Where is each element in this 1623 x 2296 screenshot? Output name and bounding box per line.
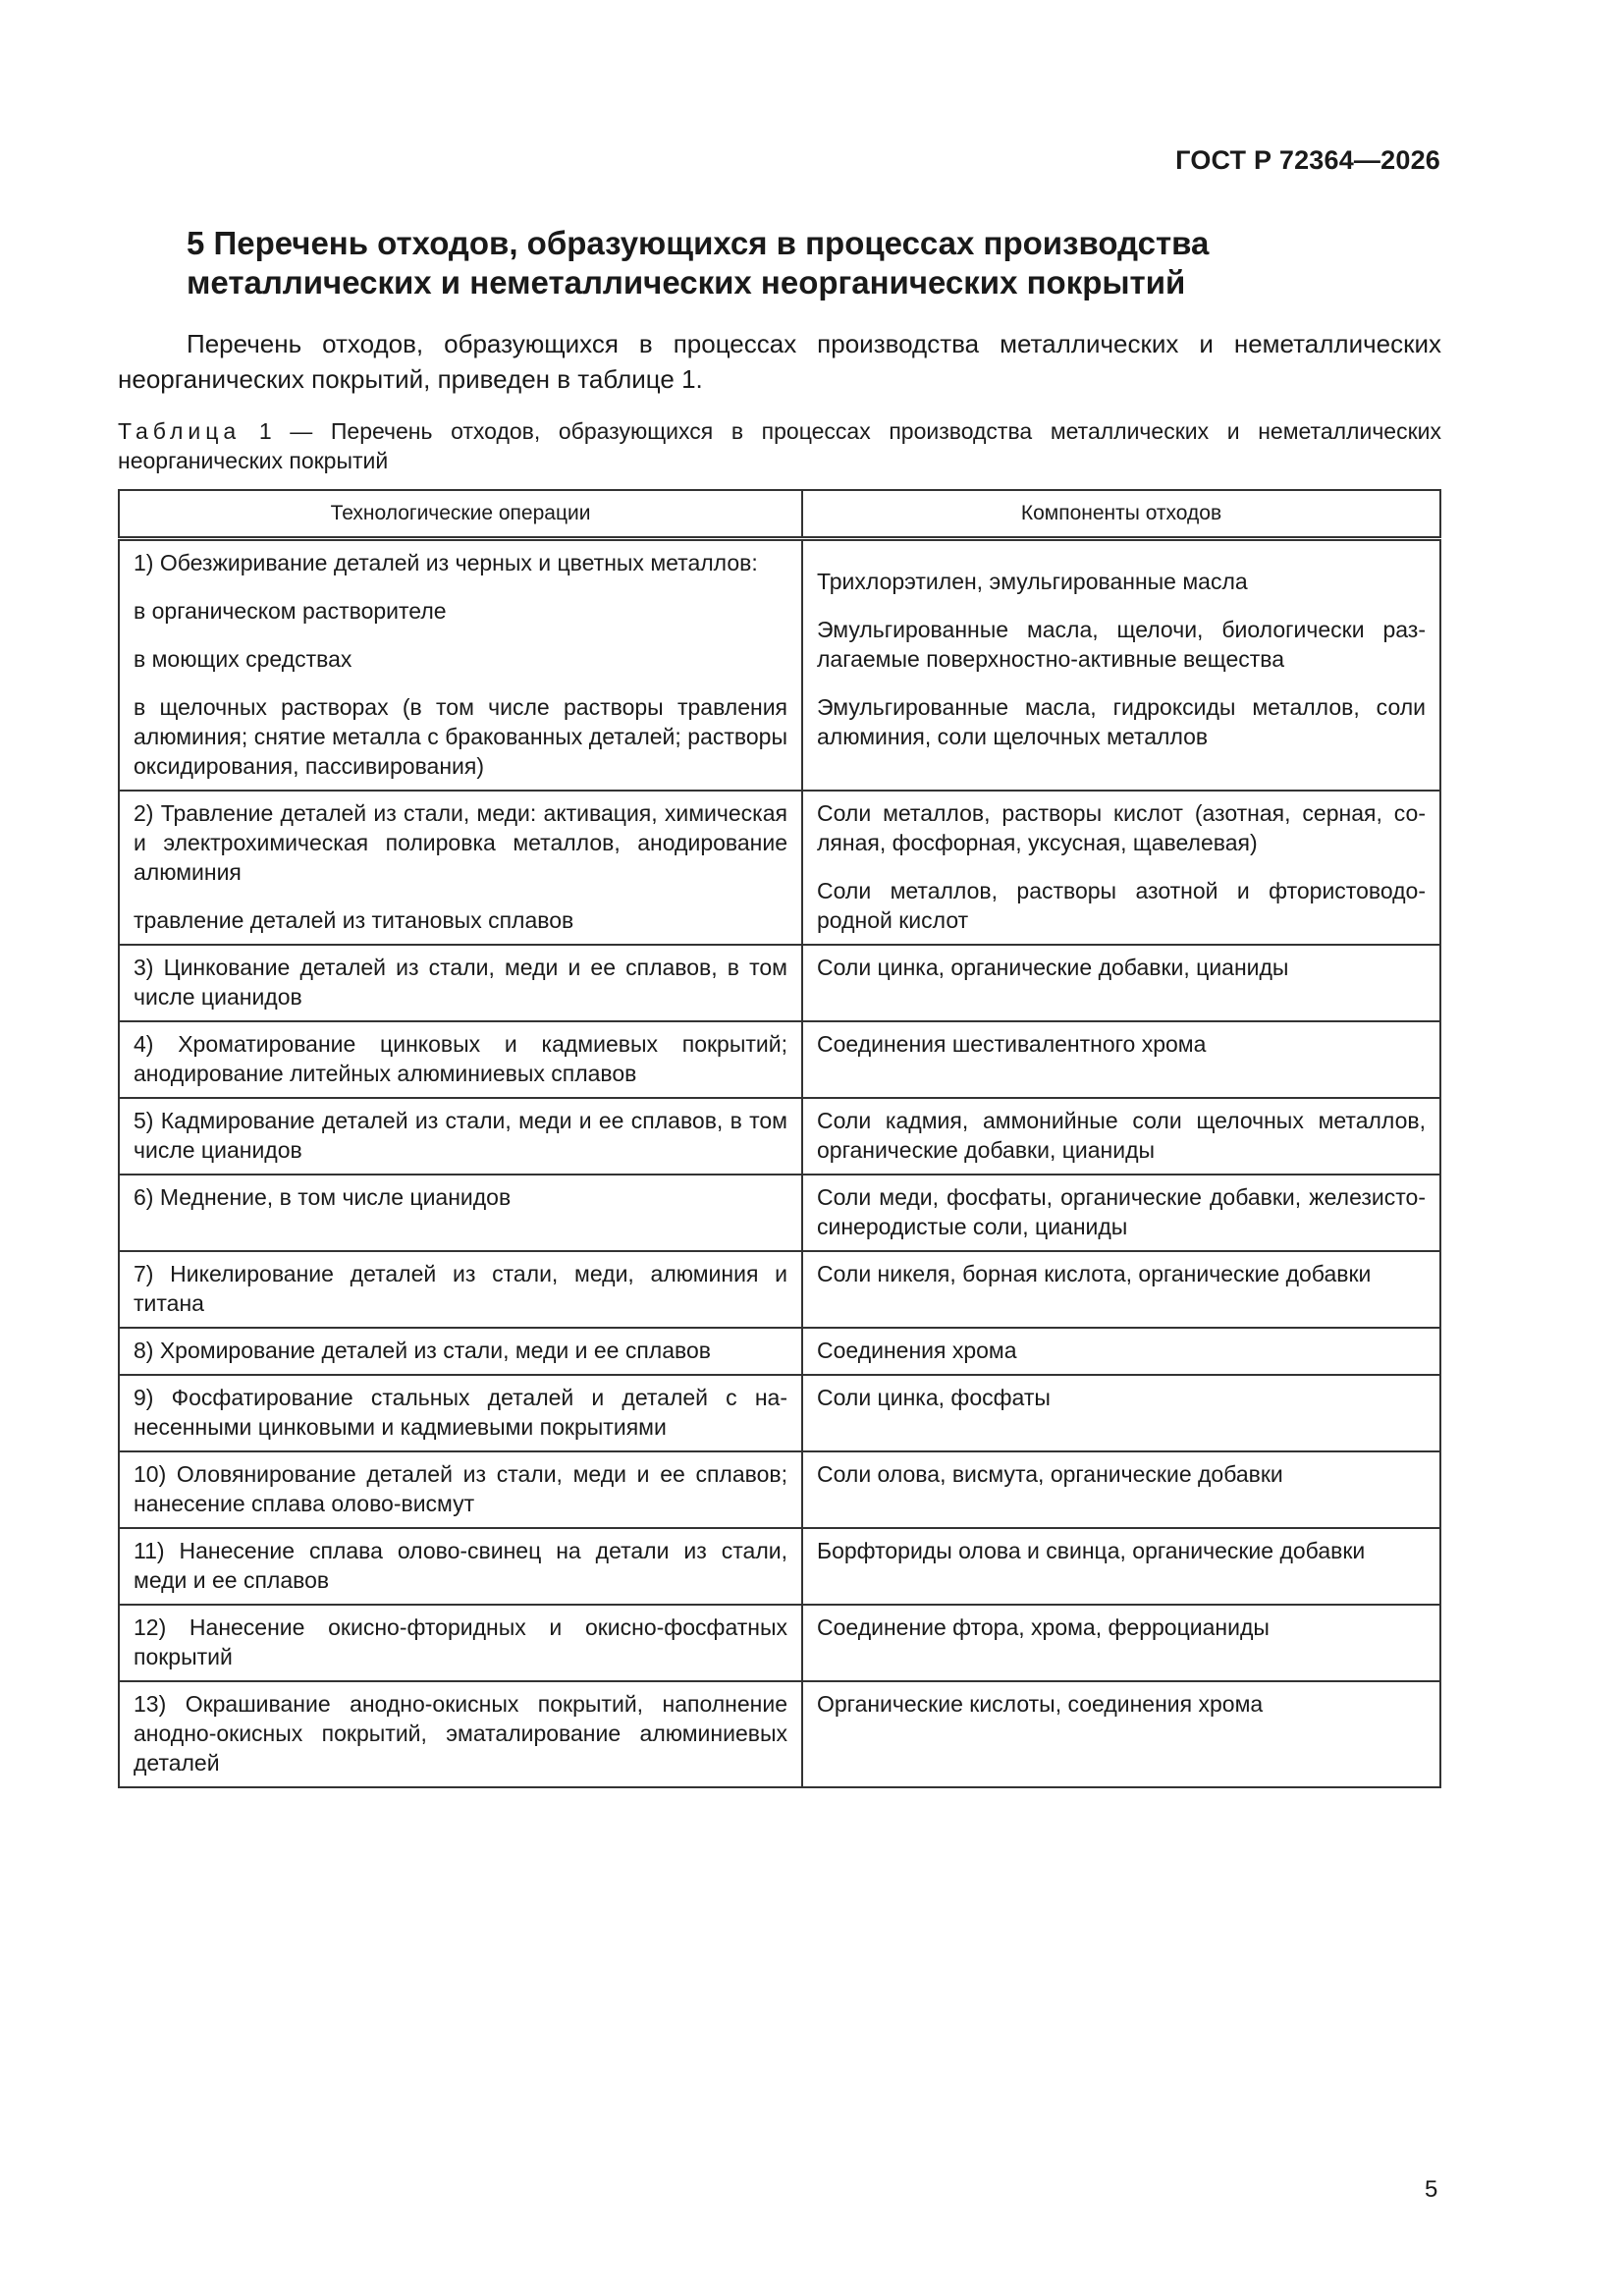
section-title-line-2: металлических и неметаллических неорганических покрытий — [187, 264, 1186, 301]
waste-cell-text: Соли цинка, органические добавки, цианиды — [817, 955, 1289, 980]
operation-cell — [119, 1328, 802, 1375]
waste-cell-text: Соединения хрома — [817, 1338, 1017, 1363]
waste-cell — [802, 945, 1440, 1021]
waste-cell-text: Соли цинка, фосфаты — [817, 1385, 1051, 1410]
operation-cell-text: травление деталей из титановых сплавов — [134, 907, 574, 933]
operation-cell — [119, 945, 802, 1021]
operation-cell — [119, 1528, 802, 1605]
table-row — [119, 945, 1440, 1021]
waste-cell-text: Соли металлов, растворы кислот (азотная, серная, соляная, фосфорная, уксусная, щавелевая) — [817, 800, 1426, 855]
waste-cell-text: Трихлорэтилен, эмульгированные масла — [817, 569, 1248, 594]
waste-cell-text: Соли олова, висмута, органические добавки — [817, 1461, 1283, 1487]
operation-cell-text: в органическом растворителе — [134, 598, 447, 624]
page-number: 5 — [1425, 2176, 1438, 2203]
waste-cell-text: Соединение фтора, хрома, ферроцианиды — [817, 1614, 1270, 1640]
operation-cell-text: 12) Нанесение окисно-фторидных и окисно-фосфатных покрытий — [134, 1614, 787, 1669]
intro-paragraph: Перечень отходов, образующихся в процессах производства металлических и неметаллических неорганических покрытий, приведен в таблице 1. — [118, 329, 1441, 394]
column-header-waste-components: Компоненты отходов — [802, 490, 1440, 539]
waste-cell — [802, 1098, 1440, 1175]
waste-cell — [802, 1528, 1440, 1605]
operation-cell-text: 9) Фосфатирование стальных деталей и деталей с нанесенными цинковыми и кадмиевыми покрытиями — [134, 1385, 787, 1440]
table-row — [119, 539, 1440, 792]
waste-cell-text: Соли кадмия, аммонийные соли щелочных металлов, органические добавки, цианиды — [817, 1108, 1426, 1163]
operation-cell — [119, 539, 802, 792]
waste-cell-text: Соли никеля, борная кислота, органические добавки — [817, 1261, 1372, 1286]
waste-cell-text: Органические кислоты, соединения хрома — [817, 1691, 1264, 1717]
table-row — [119, 1451, 1440, 1528]
table-row — [119, 1021, 1440, 1098]
table-caption-label: Таблица — [118, 418, 242, 444]
waste-cell-text: Соли меди, фосфаты, органические добавки, железисто-синеродистые соли, цианиды — [817, 1184, 1426, 1239]
operation-cell — [119, 1375, 802, 1451]
operation-cell — [119, 1605, 802, 1681]
table-row — [119, 1528, 1440, 1605]
table-row — [119, 1681, 1440, 1787]
table-row — [119, 1605, 1440, 1681]
section-title — [187, 224, 1267, 302]
waste-cell — [802, 1251, 1440, 1328]
operation-cell — [119, 1098, 802, 1175]
waste-cell-text: Эмульгированные масла, щелочи, биологически разлагаемые поверхностно-активные вещества — [817, 617, 1426, 672]
operation-cell-text: в щелочных растворах (в том числе растворы травления алюминия; снятие металла с бракованных деталей; растворы оксидирования, пассивирования) — [134, 694, 787, 779]
operation-cell-text: 1) Обезжиривание деталей из черных и цветных металлов: — [134, 550, 758, 575]
operation-cell — [119, 1251, 802, 1328]
waste-cell — [802, 1021, 1440, 1098]
table-row — [119, 1328, 1440, 1375]
waste-cell-text: Соединения шестивалентного хрома — [817, 1031, 1207, 1057]
table-row — [119, 1098, 1440, 1175]
operation-cell-text: 8) Хромирование деталей из стали, меди и ее сплавов — [134, 1338, 711, 1363]
operation-cell-text: 11) Нанесение сплава олово-свинец на детали из стали, меди и ее сплавов — [134, 1538, 787, 1593]
operation-cell-text: 6) Меднение, в том числе цианидов — [134, 1184, 512, 1210]
operation-cell-text: 2) Травление деталей из стали, меди: активация, химическая и электрохимическая полировка металлов, анодирование алюминия — [134, 800, 787, 885]
waste-cell — [802, 1605, 1440, 1681]
waste-cell-text: Эмульгированные масла, гидроксиды металлов, соли алюминия, соли щелочных металлов — [817, 694, 1426, 749]
waste-cell — [802, 1375, 1440, 1451]
operation-cell — [119, 1175, 802, 1251]
table-row — [119, 1251, 1440, 1328]
table-row — [119, 1375, 1440, 1451]
waste-cell-text: Соли металлов, растворы азотной и фтористоводородной кислот — [817, 878, 1426, 933]
operation-cell-text: 4) Хроматирование цинковых и кадмиевых покрытий; анодирование литейных алюминиевых сплавов — [134, 1031, 787, 1086]
table-body — [119, 539, 1440, 1788]
operation-cell — [119, 1451, 802, 1528]
operation-cell-text: 13) Окрашивание анодно-окисных покрытий, наполнение анодно-окисных покрытий, эматалирование алюминиевых деталей — [134, 1691, 787, 1776]
table-caption — [118, 416, 1441, 475]
table-row — [119, 1175, 1440, 1251]
waste-cell-text: Борфториды олова и свинца, органические добавки — [817, 1538, 1366, 1563]
section-title-line-1: 5 Перечень отходов, образующихся в процессах производства — [187, 225, 1210, 261]
waste-cell — [802, 791, 1440, 945]
waste-cell — [802, 1451, 1440, 1528]
table-row — [119, 791, 1440, 945]
operation-cell — [119, 1021, 802, 1098]
operation-cell-text: 10) Оловянирование деталей из стали, меди и ее сплавов; нанесение сплава олово-висмут — [134, 1461, 787, 1516]
operation-cell-text: 5) Кадмирование деталей из стали, меди и ее сплавов, в том числе цианидов — [134, 1108, 787, 1163]
operation-cell-text: 3) Цинкование деталей из стали, меди и ее сплавов, в том числе цианидов — [134, 955, 787, 1010]
table-caption-text: 1 — Перечень отходов, образующихся в процессах производства металлических и неметаллических неорганических покрытий — [118, 418, 1441, 473]
waste-cell — [802, 1175, 1440, 1251]
table-header-row — [119, 490, 1440, 539]
document-code: ГОСТ Р 72364—2026 — [1175, 145, 1440, 175]
operation-cell — [119, 1681, 802, 1787]
waste-cell — [802, 539, 1440, 792]
column-header-operations: Технологические операции — [119, 490, 802, 539]
operation-cell-text: 7) Никелирование деталей из стали, меди, алюминия и титана — [134, 1261, 787, 1316]
operation-cell-text: в моющих средствах — [134, 646, 352, 672]
waste-cell — [802, 1681, 1440, 1787]
operation-cell — [119, 791, 802, 945]
table-header — [119, 490, 1440, 539]
waste-table — [118, 489, 1441, 1788]
waste-cell — [802, 1328, 1440, 1375]
